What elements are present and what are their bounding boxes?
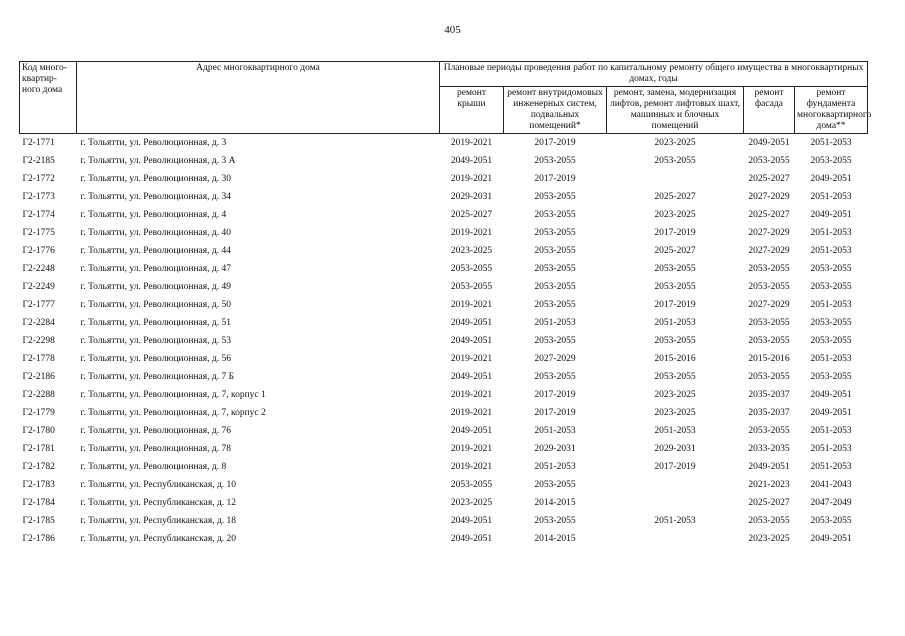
row-facade-period: 2027-2029: [748, 227, 790, 238]
row-facade-period: 2049-2051: [748, 137, 790, 148]
row-lifts-period: 2023-2025: [654, 407, 696, 418]
row-foundation-period: 2053-2055: [810, 281, 852, 292]
row-roof-period: 2025-2027: [450, 209, 493, 220]
row-facade-period: 2021-2023: [748, 479, 790, 490]
row-foundation-period: 2051-2053: [810, 353, 852, 364]
row-systems-period: 2017-2019: [534, 389, 576, 400]
row-lifts-period: 2025-2027: [654, 245, 696, 256]
row-foundation-period: 2047-2049: [810, 497, 852, 508]
table-row: [20, 404, 868, 422]
row-code: Г2-1784: [22, 497, 55, 508]
row-code: Г2-1780: [22, 425, 55, 436]
row-foundation-period: 2049-2051: [810, 209, 852, 220]
row-lifts-period: 2051-2053: [654, 425, 696, 436]
row-address: г. Тольятти, ул. Революционная, д. 7, корпус 1: [80, 389, 266, 400]
row-systems-period: 2053-2055: [534, 299, 576, 310]
row-facade-period: 2053-2055: [748, 371, 790, 382]
row-address: г. Тольятти, ул. Революционная, д. 40: [80, 227, 231, 238]
table-row: [20, 134, 868, 153]
row-systems-period: 2053-2055: [534, 155, 576, 166]
header-facade: ремонт фасада: [744, 87, 795, 134]
table-body: [20, 134, 868, 549]
row-systems-period: 2017-2019: [534, 173, 576, 184]
row-foundation-period: 2051-2053: [810, 245, 852, 256]
row-code: Г2-1774: [22, 209, 55, 220]
row-foundation-period: 2051-2053: [810, 137, 852, 148]
table-row: [20, 206, 868, 224]
table-row: [20, 458, 868, 476]
row-address: г. Тольятти, ул. Революционная, д. 53: [80, 335, 231, 346]
row-roof-period: 2049-2051: [450, 533, 493, 544]
row-lifts-period: 2053-2055: [654, 281, 696, 292]
row-systems-period: 2017-2019: [534, 137, 576, 148]
row-address: г. Тольятти, ул. Революционная, д. 44: [80, 245, 231, 256]
row-systems-period: 2053-2055: [534, 191, 576, 202]
row-foundation-period: 2053-2055: [810, 155, 852, 166]
header-foundation: ремонт фундамента многоквартирного дома**: [795, 87, 868, 134]
row-lifts-period: 2023-2025: [654, 137, 696, 148]
row-roof-period: 2019-2021: [450, 353, 493, 364]
table-row: [20, 260, 868, 278]
header-systems: ремонт внутридомовых инженерных систем, подвальных помещений*: [504, 87, 607, 134]
row-facade-period: 2033-2035: [748, 443, 790, 454]
row-systems-period: 2014-2015: [534, 533, 576, 544]
table-row: [20, 440, 868, 458]
row-address: г. Тольятти, ул. Революционная, д. 49: [80, 281, 231, 292]
row-systems-period: 2027-2029: [534, 353, 576, 364]
row-address: г. Тольятти, ул. Республиканская, д. 20: [80, 533, 237, 544]
row-code: Г2-2249: [22, 281, 55, 292]
row-lifts-period: 2025-2027: [654, 191, 696, 202]
row-address: г. Тольятти, ул. Революционная, д. 30: [80, 173, 231, 184]
row-systems-period: 2014-2015: [534, 497, 576, 508]
row-lifts-period: 2051-2053: [654, 515, 696, 526]
row-roof-period: 2049-2051: [450, 515, 493, 526]
row-address: г. Тольятти, ул. Республиканская, д. 18: [80, 515, 237, 526]
row-foundation-period: 2049-2051: [810, 389, 852, 400]
row-address: г. Тольятти, ул. Революционная, д. 78: [80, 443, 231, 454]
row-address: г. Тольятти, ул. Революционная, д. 56: [80, 353, 231, 364]
row-facade-period: 2035-2037: [748, 407, 790, 418]
table-row: [20, 188, 868, 206]
row-roof-period: 2019-2021: [450, 389, 493, 400]
row-code: Г2-1772: [22, 173, 55, 184]
row-roof-period: 2019-2021: [450, 461, 493, 472]
row-code: Г2-1786: [22, 533, 55, 544]
row-code: Г2-2248: [22, 263, 55, 274]
row-facade-period: 2053-2055: [748, 335, 790, 346]
row-foundation-period: 2051-2053: [810, 191, 852, 202]
row-systems-period: 2053-2055: [534, 209, 576, 220]
row-lifts-period: 2017-2019: [654, 227, 696, 238]
table-row: [20, 332, 868, 350]
row-code: Г2-1782: [22, 461, 55, 472]
header-lifts: ремонт, замена, модернизация лифтов, ремонт лифтовых шахт, машинных и блочных помещений: [607, 87, 744, 134]
row-address: г. Тольятти, ул. Революционная, д. 7 Б: [80, 371, 235, 382]
capital-repair-table: [19, 61, 872, 548]
row-lifts-period: [607, 170, 744, 188]
table-row: [20, 278, 868, 296]
row-systems-period: 2053-2055: [534, 515, 576, 526]
row-code: Г2-1775: [22, 227, 55, 238]
row-code: Г2-2298: [22, 335, 55, 346]
row-facade-period: 2015-2016: [748, 353, 790, 364]
row-code: Г2-1771: [22, 137, 55, 148]
header-address: Адрес многоквартирного дома: [77, 62, 440, 134]
table-row: [20, 152, 868, 170]
row-systems-period: 2053-2055: [534, 335, 576, 346]
row-lifts-period: 2017-2019: [654, 299, 696, 310]
row-foundation-period: 2049-2051: [810, 407, 852, 418]
row-facade-period: 2025-2027: [748, 209, 790, 220]
row-code: Г2-1776: [22, 245, 55, 256]
row-lifts-period: 2017-2019: [654, 461, 696, 472]
table-row: [20, 386, 868, 404]
row-systems-period: 2053-2055: [534, 281, 576, 292]
row-roof-period: 2029-2031: [450, 191, 493, 202]
row-systems-period: 2053-2055: [534, 227, 576, 238]
table-row: [20, 368, 868, 386]
row-code: Г2-2288: [22, 389, 55, 400]
row-roof-period: 2053-2055: [450, 263, 493, 274]
row-facade-period: 2053-2055: [748, 263, 790, 274]
row-roof-period: 2053-2055: [450, 281, 493, 292]
row-lifts-period: 2053-2055: [654, 263, 696, 274]
header-roof: ремонт крыши: [440, 87, 504, 134]
row-address: г. Тольятти, ул. Республиканская, д. 12: [80, 497, 237, 508]
row-facade-period: 2053-2055: [748, 155, 790, 166]
row-foundation-period: 2049-2051: [810, 533, 852, 544]
row-code: Г2-2185: [22, 155, 55, 166]
table-row: [20, 170, 868, 188]
row-lifts-period: 2053-2055: [654, 335, 696, 346]
row-lifts-period: [607, 494, 744, 512]
row-systems-period: 2017-2019: [534, 407, 576, 418]
row-facade-period: 2025-2027: [748, 173, 790, 184]
row-facade-period: 2027-2029: [748, 191, 790, 202]
row-foundation-period: 2053-2055: [810, 263, 852, 274]
row-code: Г2-1785: [22, 515, 55, 526]
row-foundation-period: 2051-2053: [810, 299, 852, 310]
row-systems-period: 2053-2055: [534, 371, 576, 382]
row-roof-period: 2049-2051: [450, 335, 493, 346]
row-foundation-period: 2051-2053: [810, 227, 852, 238]
row-foundation-period: 2053-2055: [810, 317, 852, 328]
row-systems-period: 2029-2031: [534, 443, 576, 454]
row-systems-period: 2051-2053: [534, 425, 576, 436]
row-code: Г2-1773: [22, 191, 55, 202]
row-code: Г2-1777: [22, 299, 55, 310]
table-row: [20, 530, 868, 548]
row-foundation-period: 2051-2053: [810, 461, 852, 472]
row-code: Г2-1779: [22, 407, 55, 418]
row-foundation-period: 2053-2055: [810, 515, 852, 526]
row-systems-period: 2051-2053: [534, 317, 576, 328]
table-header: [20, 62, 872, 134]
row-systems-period: 2053-2055: [534, 263, 576, 274]
row-facade-period: 2053-2055: [748, 317, 790, 328]
table-row: [20, 242, 868, 260]
row-code: Г2-1783: [22, 479, 55, 490]
row-address: г. Тольятти, ул. Революционная, д. 7, корпус 2: [80, 407, 266, 418]
row-facade-period: 2025-2027: [748, 497, 790, 508]
row-code: Г2-1781: [22, 443, 55, 454]
row-foundation-period: 2051-2053: [810, 443, 852, 454]
header-periods-group: Плановые периоды проведения работ по капитальному ремонту общего имущества в многоквартирных домах, годы: [440, 62, 868, 87]
row-lifts-period: 2023-2025: [654, 209, 696, 220]
row-address: г. Тольятти, ул. Революционная, д. 51: [80, 317, 231, 328]
row-roof-period: 2019-2021: [450, 299, 493, 310]
row-lifts-period: 2023-2025: [654, 389, 696, 400]
row-facade-period: 2027-2029: [748, 299, 790, 310]
row-facade-period: 2027-2029: [748, 245, 790, 256]
row-roof-period: 2049-2051: [450, 425, 493, 436]
row-lifts-period: 2053-2055: [654, 371, 696, 382]
row-foundation-period: 2041-2043: [810, 479, 852, 490]
row-facade-period: 2053-2055: [748, 515, 790, 526]
row-roof-period: 2019-2021: [450, 227, 493, 238]
row-code: Г2-2284: [22, 317, 55, 328]
row-lifts-period: 2051-2053: [654, 317, 696, 328]
row-code: Г2-2186: [22, 371, 55, 382]
row-lifts-period: 2015-2016: [654, 353, 696, 364]
row-foundation-period: 2049-2051: [810, 173, 852, 184]
row-roof-period: 2049-2051: [450, 317, 493, 328]
row-address: г. Тольятти, ул. Республиканская, д. 10: [80, 479, 237, 490]
row-address: г. Тольятти, ул. Революционная, д. 8: [80, 461, 227, 472]
row-systems-period: 2053-2055: [534, 245, 576, 256]
row-roof-period: 2019-2021: [450, 173, 493, 184]
table-row: [20, 224, 868, 242]
row-address: г. Тольятти, ул. Революционная, д. 3 А: [80, 155, 236, 166]
row-roof-period: 2019-2021: [450, 137, 493, 148]
row-foundation-period: 2053-2055: [810, 335, 852, 346]
row-address: г. Тольятти, ул. Революционная, д. 76: [80, 425, 231, 436]
row-facade-period: 2049-2051: [748, 461, 790, 472]
table-row: [20, 422, 868, 440]
row-address: г. Тольятти, ул. Революционная, д. 34: [80, 191, 231, 202]
row-systems-period: 2053-2055: [534, 479, 576, 490]
row-lifts-period: [607, 530, 744, 548]
row-foundation-period: 2051-2053: [810, 425, 852, 436]
row-address: г. Тольятти, ул. Революционная, д. 50: [80, 299, 231, 310]
row-lifts-period: 2029-2031: [654, 443, 696, 454]
row-roof-period: 2049-2051: [450, 155, 493, 166]
header-code: Код много-квартир-ного дома: [20, 62, 77, 134]
capital-repair-table-container: [19, 61, 872, 548]
row-systems-period: 2051-2053: [534, 461, 576, 472]
table-row: [20, 314, 868, 332]
row-roof-period: 2049-2051: [450, 371, 493, 382]
row-code: Г2-1778: [22, 353, 55, 364]
row-lifts-period: [607, 476, 744, 494]
table-row: [20, 296, 868, 314]
row-roof-period: 2053-2055: [450, 479, 493, 490]
row-facade-period: 2023-2025: [748, 533, 790, 544]
row-address: г. Тольятти, ул. Революционная, д. 47: [80, 263, 231, 274]
row-facade-period: 2035-2037: [748, 389, 790, 400]
row-foundation-period: 2053-2055: [810, 371, 852, 382]
row-facade-period: 2053-2055: [748, 425, 790, 436]
table-row: [20, 350, 868, 368]
page-number: 405: [444, 24, 461, 36]
row-lifts-period: 2053-2055: [654, 155, 696, 166]
row-roof-period: 2019-2021: [450, 407, 493, 418]
table-row: [20, 494, 868, 512]
row-roof-period: 2019-2021: [450, 443, 493, 454]
row-address: г. Тольятти, ул. Революционная, д. 3: [80, 137, 227, 148]
row-facade-period: 2053-2055: [748, 281, 790, 292]
row-roof-period: 2023-2025: [450, 245, 493, 256]
row-roof-period: 2023-2025: [450, 497, 493, 508]
row-address: г. Тольятти, ул. Революционная, д. 4: [80, 209, 227, 220]
table-row: [20, 476, 868, 494]
table-row: [20, 512, 868, 530]
